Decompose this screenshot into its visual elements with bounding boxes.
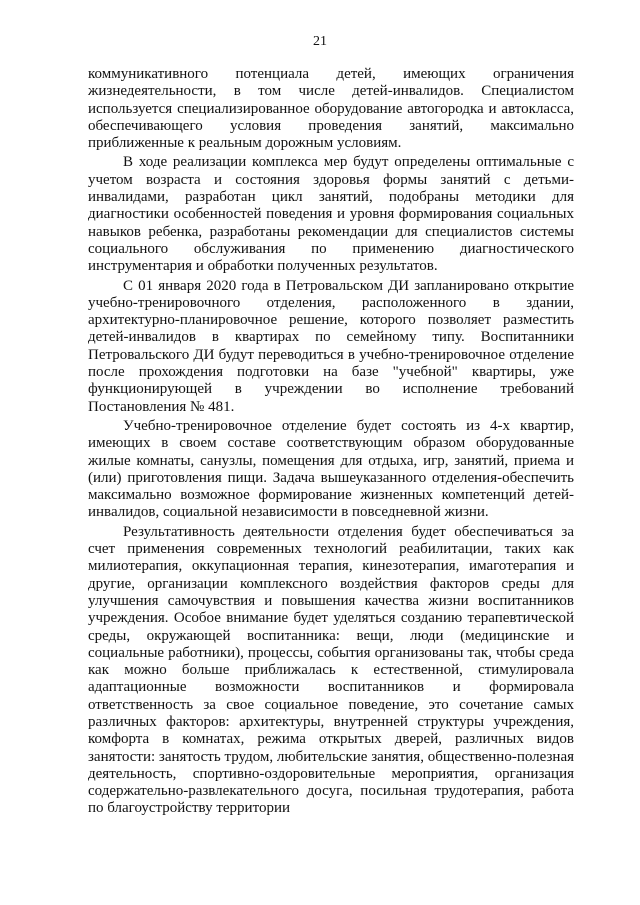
paragraph-continuation: коммуникативного потенциала детей, имеющих ограничения жизнедеятельности, в том числе детей-инвалидов. Специалистом используется специализированное оборудование автогородка и автокласса, обеспечивающего условия проведения занятий, максимально приближенные к реальным дорожным условиям. [88,66,574,152]
document-body [88,66,574,818]
paragraph-methods: В ходе реализации комплекса мер будут определены оптимальные с учетом возраста и состояния здоровья формы занятий с детьми-инвалидами, разработан цикл занятий, подобраны методики для диагностики особенностей поведения и уровня формирования социальных навыков ребенка, разработаны рекомендации для специалистов системы социального обслуживания по применению диагностического инструментария и обработки полученных результатов. [88,154,574,275]
paragraph-effectiveness: Результативность деятельности отделения будет обеспечиваться за счет применения современных технологий реабилитации, таких как милиотерапия, оккупационная терапия, кинезотерапия, имаготерапия и другие, организации комплексного воздействия факторов среды для улучшения самочувствия и повышения качества жизни воспитанников учреждения. Особое внимание будет уделяться созданию терапевтической среды, окружающей воспитанника: вещи, люди (медицинские и социальные работники), процессы, события организованы так, чтобы среда как можно больше приближалась к естественной, стимулировала адаптационные возможности воспитанников и формировала ответственность за свое социальное поведение, это сочетание самых различных факторов: архитектуры, внутренней структуры учреждения, комфорта в комнатах, режима открытых дверей, различных видов занятости: занятость трудом, любительские занятия, общественно-полезная деятельность, спортивно-оздоровительные мероприятия, организация содержательно-развлекательного досуга, посильная трудотерапия, работа по благоустройству территории [88,523,574,817]
paragraph-department-structure: Учебно-тренировочное отделение будет состоять из 4-х квартир, имеющих в своем составе соответствующим образом оборудованные жилые комнаты, санузлы, помещения для отдыха, игр, занятий, приема и (или) приготовления пищи. Задача вышеуказанного отделения-обеспечить максимально возможное формирование жизненных компетенций детей-инвалидов, социальной независимости в повседневной жизни. [88,417,574,521]
page-number: 21 [313,34,327,49]
paragraph-training-department-opening: С 01 января 2020 года в Петровальском ДИ запланировано открытие учебно-тренировочного отделения, расположенного в здании, архитектурно-планировочное решение, которого позволяет разместить детей-инвалидов в квартирах по семейному типу. Воспитанники Петровальского ДИ будут переводиться в учебно-тренировочное отделение после прохождения подготовки на базе "учебной" квартиры, уже функционирующей в учреждении во исполнение требований Постановления № 481. [88,277,574,415]
